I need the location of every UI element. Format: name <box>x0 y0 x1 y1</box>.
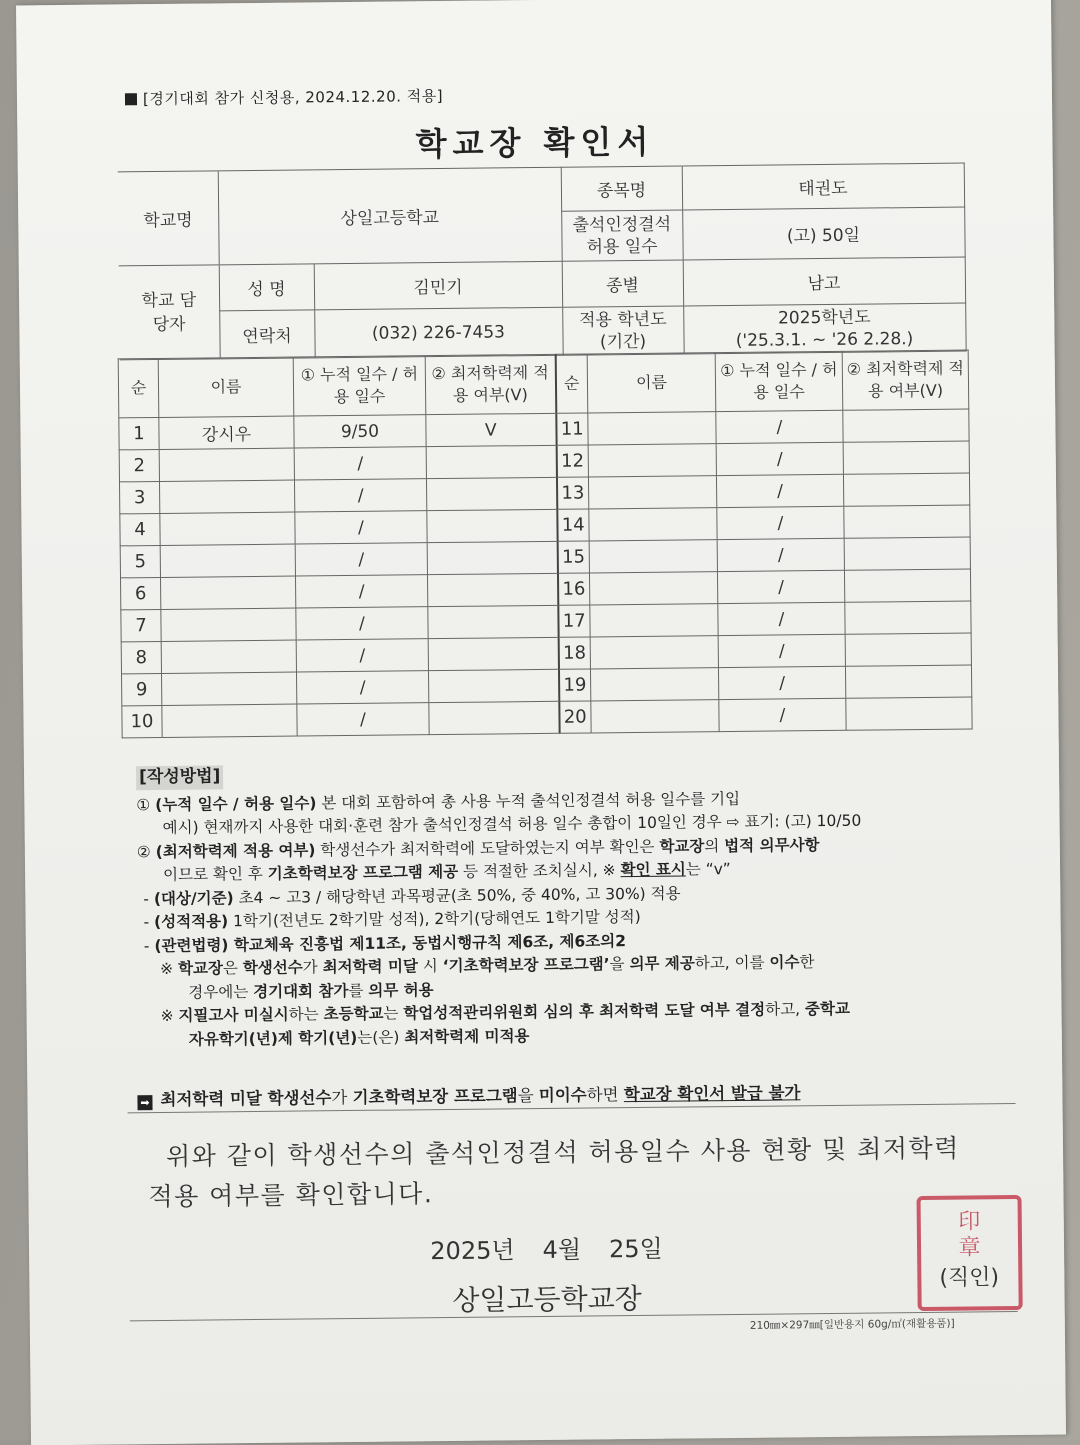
instruction-line: 자유학기(년)제 학기(년)는(은) 최저학력제 미적용 <box>188 1026 530 1049</box>
row-name <box>589 572 717 605</box>
row-min <box>843 441 969 474</box>
row-min <box>428 605 558 638</box>
row-name <box>591 700 719 733</box>
school-label: 학교명 <box>118 171 219 266</box>
instruction-line: 경우에는 경기대회 참가를 의무 허용 <box>188 980 434 1002</box>
event-value: 태권도 <box>682 163 964 210</box>
document-page <box>16 0 1066 1445</box>
row-days: / <box>296 671 428 704</box>
row-name <box>588 444 716 477</box>
row-no: 8 <box>121 641 161 673</box>
row-name <box>159 448 294 481</box>
row-no: 17 <box>558 605 590 637</box>
row-days: / <box>716 410 843 443</box>
student-table <box>118 349 973 738</box>
row-min: V <box>426 413 556 446</box>
row-no: 9 <box>122 673 162 705</box>
header-days: ① 누적 일수 / 허용 일수 <box>715 351 843 411</box>
period-value: ('25.3.1. ~ '26 2.28.) <box>735 328 914 351</box>
instruction-line: ※ 지필고사 미실시하는 초등학교는 학업성적관리위원회 심의 후 최저학력 도달 여부 결정하고, 중학교 <box>160 999 851 1025</box>
seal-mark: (직인) <box>939 1265 1000 1291</box>
row-name <box>589 508 717 541</box>
issue-date: 2025년 4월 25일 <box>430 1234 663 1266</box>
row-days: / <box>297 703 429 736</box>
name-value: 김민기 <box>314 261 562 310</box>
row-no: 16 <box>557 573 589 605</box>
row-name <box>159 480 294 513</box>
row-no: 3 <box>119 481 159 513</box>
header-min: ② 최저학력제 적용 여부(V) <box>425 354 556 414</box>
row-min <box>428 669 558 702</box>
table-header-row <box>118 350 969 418</box>
row-min <box>844 537 970 570</box>
official-seal-stamp: 印 章 <box>917 1195 1023 1311</box>
header-no: 순 <box>118 358 159 417</box>
row-min <box>843 409 969 442</box>
header-name: 이름 <box>587 353 716 413</box>
row-days: / <box>295 575 427 608</box>
row-name <box>589 540 717 573</box>
row-name <box>590 668 718 701</box>
row-name <box>588 476 716 509</box>
school-value: 상일고등학교 <box>218 167 562 265</box>
instruction-line: - (관련법령) 학교체육 진흥법 제11조, 동법시행규칙 제6조, 제6조의2 <box>143 931 627 955</box>
row-name <box>160 576 295 609</box>
event-label: 종목명 <box>561 166 682 211</box>
row-name <box>162 704 297 737</box>
instructions <box>136 757 1019 1052</box>
gender-label: 종별 <box>562 260 683 307</box>
row-days: / <box>295 511 427 544</box>
row-days: / <box>294 479 426 512</box>
row-no: 10 <box>122 705 162 737</box>
row-days: / <box>717 506 844 539</box>
row-min <box>426 477 556 510</box>
row-min <box>426 445 556 478</box>
instruction-line: ※ 학교장은 학생선수가 최저학력 미달 시 ‘기초학력보장 프로그램’을 의무 제공하고, 이를 이수한 <box>160 953 815 978</box>
row-no: 1 <box>119 417 159 449</box>
row-days: / <box>296 607 428 640</box>
instruction-line: - (성적적용) 1학기(전년도 2학기말 성적), 2학기(당해연도 1학기말 성적) <box>143 907 641 932</box>
row-days: / <box>294 447 426 480</box>
row-min <box>428 637 558 670</box>
row-no: 11 <box>556 413 588 445</box>
row-name <box>588 412 716 445</box>
info-table <box>118 163 966 361</box>
row-name <box>161 672 296 705</box>
paper-spec: 210㎜×297㎜[일반용지 60g/㎡(재활용품)] <box>749 1317 955 1332</box>
row-name <box>160 544 295 577</box>
instruction-line: ① (누적 일수 / 허용 일수) 본 대회 포함하여 총 사용 누적 출석인정결석 허용 일수를 기입 <box>136 789 741 814</box>
year-cell <box>683 303 965 354</box>
row-days: / <box>718 666 845 699</box>
row-name <box>161 608 296 641</box>
year-value: 2025학년도 <box>777 307 871 328</box>
row-min <box>843 473 969 506</box>
square-bullet-icon <box>125 93 137 105</box>
row-days: / <box>295 543 427 576</box>
row-min <box>845 665 971 698</box>
header-min: ② 최저학력제 적용 여부(V) <box>842 350 969 410</box>
row-no: 18 <box>558 637 590 669</box>
year-label: 적용 학년도 (기간) <box>562 306 683 355</box>
name-label: 성 명 <box>219 264 314 311</box>
phone-value: (032) 226-7453 <box>314 307 563 358</box>
instruction-line: 이므로 확인 후 기초학력보장 프로그램 제공 등 적절한 조치실시, ※ 확인 표시는 “v” <box>163 860 731 884</box>
header-no: 순 <box>555 354 588 413</box>
row-days: / <box>718 634 845 667</box>
instructions-heading: [작성방법] <box>136 765 223 789</box>
row-no: 6 <box>120 577 160 609</box>
row-no: 2 <box>119 449 159 481</box>
allow-label: 출석인정결석 허용 일수 <box>561 210 683 261</box>
row-no: 7 <box>121 609 161 641</box>
row-name <box>590 604 718 637</box>
row-name <box>590 636 718 669</box>
row-min <box>844 569 970 602</box>
row-name <box>161 640 296 673</box>
row-min <box>429 701 559 734</box>
document-title: 학교장 확인서 <box>415 122 655 164</box>
top-note: [경기대회 참가 신청용, 2024.12.20. 적용] <box>125 85 443 109</box>
row-days: / <box>717 538 844 571</box>
phone-label: 연락처 <box>219 310 314 359</box>
row-days: 9/50 <box>294 415 426 448</box>
row-days: / <box>296 639 428 672</box>
manager-label: 학교 담당자 <box>119 265 220 360</box>
row-min <box>427 573 557 606</box>
row-min <box>844 505 970 538</box>
confirmation-text: 위와 같이 학생선수의 출석인정결석 허용일수 사용 현황 및 최저학력 적용 여부를 확인합니다. <box>148 1133 960 1212</box>
row-no: 19 <box>558 669 590 701</box>
row-min <box>427 509 557 542</box>
instruction-line: ② (최저학력제 적용 여부) 학생선수가 최저학력에 도달하였는지 여부 확인은 학교장의 법적 의무사항 <box>136 835 820 861</box>
signer-name: 상일고등학교장 <box>452 1281 642 1317</box>
final-notice: ➡ 최저학력 미달 학생선수가 기초학력보장 프로그램을 미이수하면 학교장 확인서 발급 불가 <box>137 1079 800 1110</box>
header-days: ① 누적 일수 / 허용 일수 <box>293 356 426 416</box>
row-no: 20 <box>559 701 591 733</box>
gender-value: 남고 <box>683 257 965 306</box>
row-no: 12 <box>556 445 588 477</box>
row-min <box>846 697 972 730</box>
row-name: 강시우 <box>159 416 294 449</box>
allow-value: (고) 50일 <box>682 207 965 260</box>
row-no: 15 <box>557 541 589 573</box>
row-min <box>845 601 971 634</box>
arrow-box-icon: ➡ <box>137 1095 152 1110</box>
instruction-line: 예시) 현재까지 사용한 대회·훈련 참가 출석인정결석 허용 일수 총합이 10일인 경우 ⇨ 표기: (고) 10/50 <box>162 811 862 837</box>
row-no: 13 <box>556 477 588 509</box>
row-no: 14 <box>557 509 589 541</box>
row-no: 5 <box>120 545 160 577</box>
header-name: 이름 <box>158 357 294 417</box>
row-days: / <box>719 698 846 731</box>
row-days: / <box>716 474 843 507</box>
row-name <box>160 512 295 545</box>
row-days: / <box>716 442 843 475</box>
instruction-line: - (대상/기준) 초4 ~ 고3 / 해당학년 과목평균(초 50%, 중 40%, 고 30%) 적용 <box>143 884 681 908</box>
row-days: / <box>717 570 844 603</box>
row-days: / <box>718 602 845 635</box>
row-min <box>427 541 557 574</box>
row-no: 4 <box>120 513 160 545</box>
row-min <box>845 633 971 666</box>
